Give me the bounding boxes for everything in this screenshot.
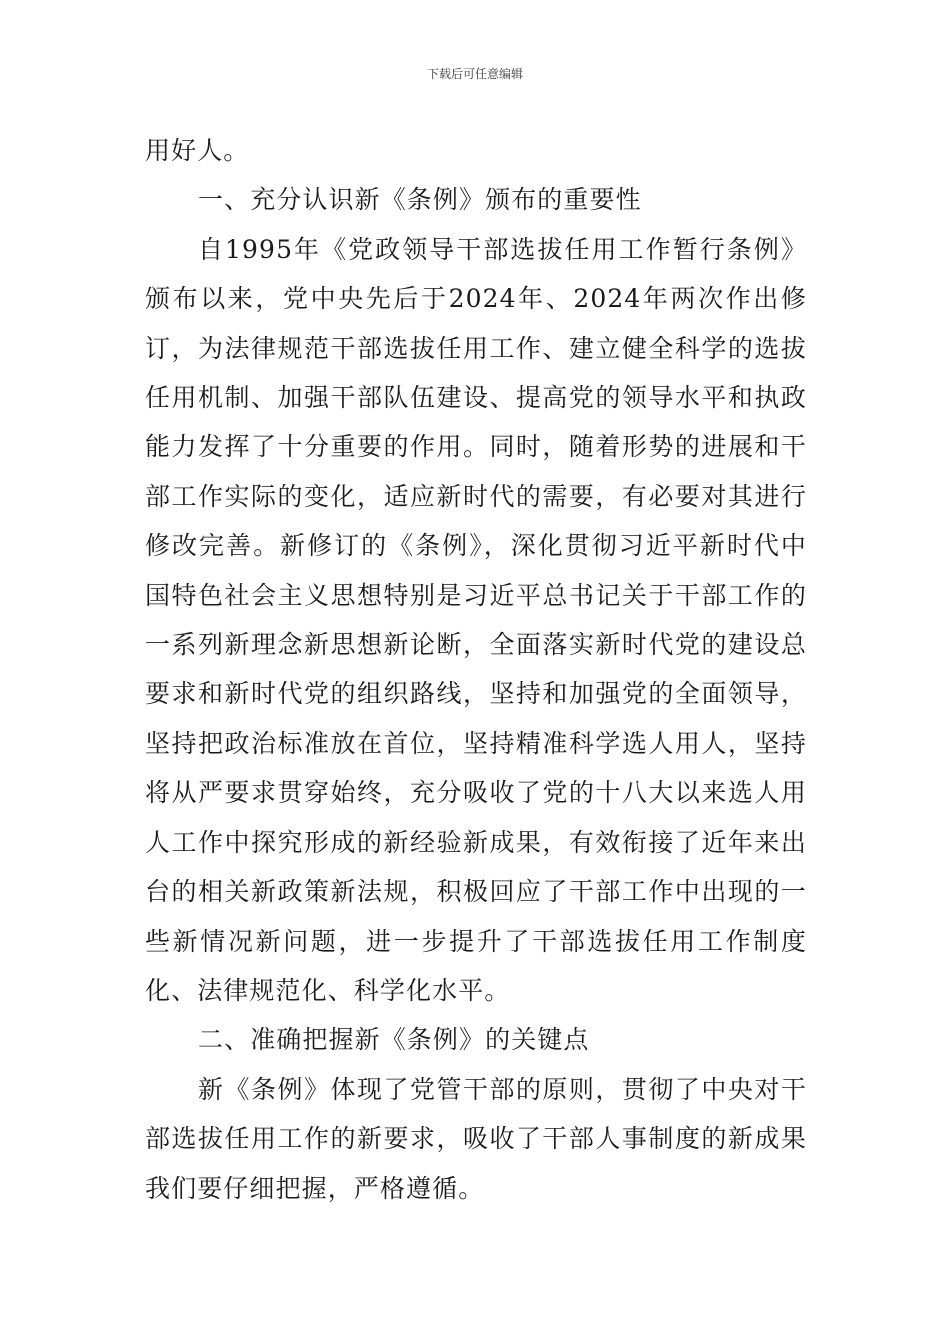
paragraph-body-2: 新《条例》体现了党管干部的原则，贯彻了中央对干部选拔任用工作的新要求，吸收了干部人事制度的新成果我们要仔细把握，严格遵循。 [145,1074,807,1203]
section-heading-2: 二、准确把握新《条例》的关键点 [198,1025,590,1055]
page-header-note: 下载后可任意编辑 [426,67,523,81]
section-heading-1: 一、充分认识新《条例》颁布的重要性 [198,185,642,215]
paragraph-body-1: 自1995年《党政领导干部选拔任用工作暂行条例》颁布以来，党中央先后于2024年、2024年两次作出修订，为法律规范干部选拔任用工作、建立健全科学的选拔任用机制、加强干部队伍建设、提高党的领导水平和执政能力发挥了十分重要的作用。同时，随着形势的进展和干部工作实际的变化，适应新时代的需要，有必要对其进行修改完善。新修订的《条例》，深化贯彻习近平新时代中国特色社会主义思想特别是习近平总书记关于干部工作的一系列新理念新思想新论断，全面落实新时代党的建设总要求和新时代党的组织路线，坚持和加强党的全面领导，坚持把政治标准放在首位，坚持精准科学选人用人，坚持将从严要求贯穿始终，充分吸收了党的十八大以来选人用人工作中探究形成的新经验新成果，有效衔接了近年来出台的相关新政策新法规，积极回应了干部工作中出现的一些新情况新问题，进一步提升了干部选拔任用工作制度化、法律规范化、科学化水平。 [145,234,807,1005]
document-body [145,126,807,1213]
paragraph-continuation: 用好人。 [145,136,250,165]
